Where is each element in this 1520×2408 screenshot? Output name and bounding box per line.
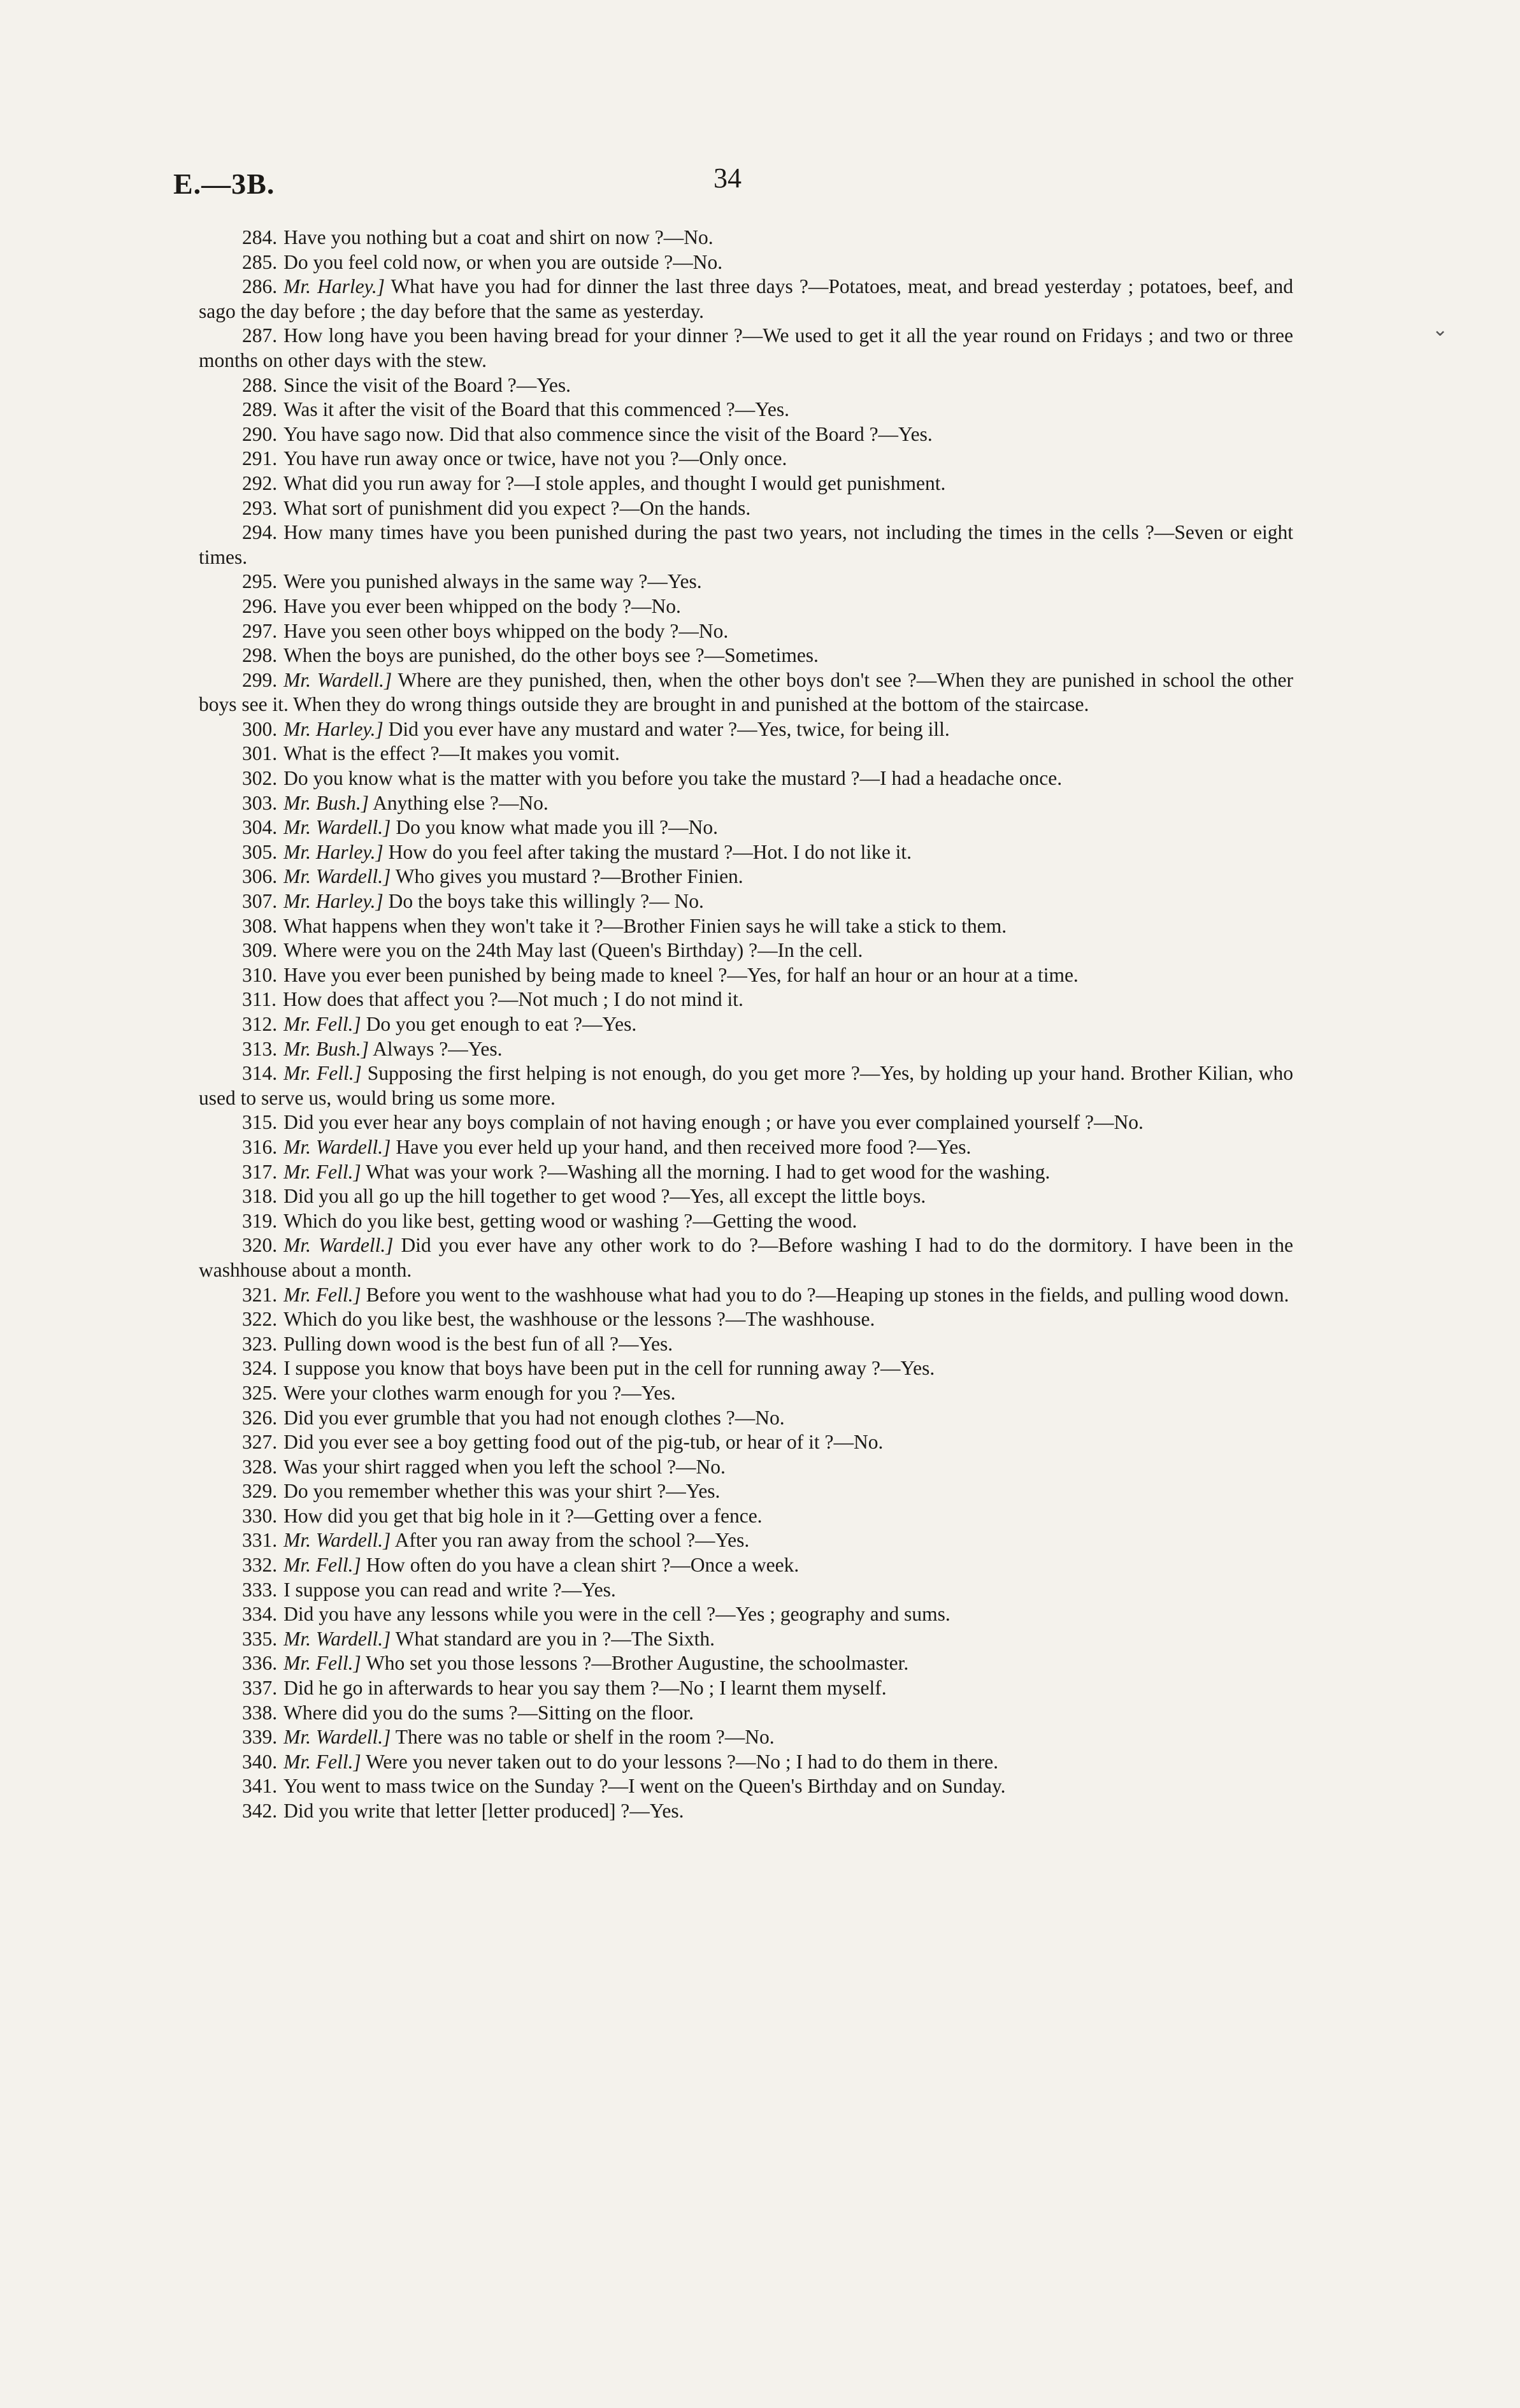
question-answer-entry (199, 1184, 1293, 1209)
question-number: 310. (242, 963, 278, 986)
question-answer-text: What is the effect ?—It makes you vomit. (283, 742, 620, 765)
examiner-name: Mr. Bush.] (283, 1037, 369, 1060)
question-answer-entry (199, 1627, 1293, 1652)
question-number: 291. (242, 447, 278, 470)
question-answer-text: When the boys are punished, do the other boys see ?—Sometimes. (283, 644, 819, 667)
question-answer-text: Who set you those lessons ?—Brother Augustine, the schoolmaster. (366, 1652, 909, 1675)
question-answer-text: Do you know what is the matter with you before you take the mustard ?—I had a headache once. (283, 767, 1063, 790)
question-number: 290. (242, 422, 278, 445)
question-answer-text: Were your clothes warm enough for you ?—Yes. (283, 1381, 676, 1404)
question-answer-entry (199, 1430, 1293, 1455)
evidence-transcript (199, 226, 1293, 1824)
question-answer-text: Where were you on the 24th May last (Queen's Birthday) ?—In the cell. (283, 939, 863, 962)
question-number: 300. (242, 717, 278, 740)
question-answer-entry (199, 1676, 1293, 1701)
question-answer-text: You have sago now. Did that also commence since the visit of the Board ?—Yes. (283, 422, 933, 445)
question-answer-text: What happens when they won't take it ?—Brother Finien says he will take a stick to them. (283, 914, 1007, 937)
question-answer-entry (199, 324, 1293, 373)
question-number: 329. (242, 1480, 278, 1503)
question-answer-entry (199, 987, 1293, 1012)
examiner-name: Mr. Harley.] (283, 840, 384, 863)
question-number: 307. (242, 890, 278, 913)
question-answer-entry (199, 963, 1293, 988)
question-answer-entry (199, 1209, 1293, 1234)
question-number: 298. (242, 644, 278, 667)
question-answer-entry (199, 717, 1293, 742)
question-number: 309. (242, 939, 278, 962)
question-number: 338. (242, 1701, 278, 1724)
question-answer-entry (199, 1307, 1293, 1332)
question-number: 317. (242, 1160, 278, 1183)
question-answer-entry (199, 1160, 1293, 1185)
examiner-name: Mr. Wardell.] (283, 1529, 391, 1552)
examiner-name: Mr. Wardell.] (283, 1135, 391, 1158)
question-answer-text: What did you run away for ?—I stole apples, and thought I would get punishment. (283, 471, 946, 494)
question-number: 313. (242, 1037, 278, 1060)
question-answer-entry (199, 1233, 1293, 1282)
question-number: 315. (242, 1111, 278, 1134)
examiner-name: Mr. Wardell.] (283, 865, 391, 888)
question-number: 320. (242, 1234, 278, 1257)
question-number: 297. (242, 619, 278, 642)
question-number: 286. (242, 275, 278, 298)
question-number: 301. (242, 742, 278, 765)
question-answer-entry (199, 570, 1293, 594)
question-answer-text: Supposing the first helping is not enough, do you get more ?—Yes, by holding up your hand. Brother Kilian, who used to serve us, would bring us some more. (199, 1062, 1293, 1109)
question-answer-text: Did you have any lessons while you were in the cell ?—Yes ; geography and sums. (283, 1603, 950, 1626)
question-answer-entry (199, 1578, 1293, 1603)
examiner-name: Mr. Harley.] (283, 890, 384, 913)
question-answer-entry (199, 1110, 1293, 1135)
question-answer-entry (199, 914, 1293, 939)
question-answer-text: After you ran away from the school ?—Yes. (394, 1529, 750, 1552)
question-number: 322. (242, 1308, 278, 1331)
examiner-name: Mr. Fell.] (283, 1062, 362, 1085)
question-number: 284. (242, 226, 278, 248)
question-number: 312. (242, 1013, 278, 1035)
question-answer-text: Anything else ?—No. (373, 791, 548, 814)
question-number: 323. (242, 1332, 278, 1355)
question-answer-entry (199, 1012, 1293, 1037)
question-number: 293. (242, 496, 278, 519)
question-answer-entry (199, 619, 1293, 644)
question-answer-entry (199, 1602, 1293, 1627)
question-answer-text: What sort of punishment did you expect ?—On the hands. (283, 496, 751, 519)
question-answer-text: Where did you do the sums ?—Sitting on the floor. (283, 1701, 694, 1724)
question-number: 327. (242, 1431, 278, 1454)
question-number: 341. (242, 1775, 278, 1798)
question-answer-text: I suppose you can read and write ?—Yes. (283, 1578, 616, 1601)
question-number: 316. (242, 1135, 278, 1158)
question-answer-text: Pulling down wood is the best fun of all ?—Yes. (283, 1332, 673, 1355)
question-answer-text: How do you feel after taking the mustard ?—Hot. I do not like it. (388, 840, 912, 863)
question-answer-text: Always ?—Yes. (373, 1037, 503, 1060)
question-answer-entry (199, 643, 1293, 668)
question-number: 321. (242, 1283, 278, 1306)
question-number: 331. (242, 1529, 278, 1552)
question-number: 294. (242, 521, 278, 544)
question-answer-entry (199, 520, 1293, 570)
question-answer-entry (199, 1455, 1293, 1480)
question-answer-entry (199, 1037, 1293, 1062)
question-answer-entry (199, 422, 1293, 447)
question-answer-text: Have you nothing but a coat and shirt on now ?—No. (283, 226, 713, 248)
examiner-name: Mr. Fell.] (283, 1554, 361, 1577)
examiner-name: Mr. Wardell.] (283, 668, 392, 691)
question-answer-entry (199, 226, 1293, 250)
question-answer-entry (199, 1283, 1293, 1308)
question-answer-text: Before you went to the washhouse what had you to do ?—Heaping up stones in the fields, and pulling wood down. (366, 1283, 1289, 1306)
question-number: 304. (242, 816, 278, 839)
question-number: 296. (242, 594, 278, 617)
question-answer-entry (199, 1553, 1293, 1578)
question-number: 305. (242, 840, 278, 863)
question-answer-entry (199, 373, 1293, 398)
question-answer-entry (199, 1528, 1293, 1553)
question-answer-text: Do you get enough to eat ?—Yes. (366, 1013, 637, 1035)
question-answer-text: Have you ever held up your hand, and then received more food ?—Yes. (396, 1135, 972, 1158)
question-answer-text: Did you ever grumble that you had not enough clothes ?—No. (283, 1406, 785, 1429)
question-answer-entry (199, 1135, 1293, 1160)
question-answer-entry (199, 1725, 1293, 1750)
question-number: 333. (242, 1578, 278, 1601)
examiner-name: Mr. Fell.] (283, 1283, 361, 1306)
examiner-name: Mr. Wardell.] (283, 816, 391, 839)
question-number: 332. (242, 1554, 278, 1577)
examiner-name: Mr. Bush.] (283, 791, 369, 814)
question-number: 318. (242, 1185, 278, 1208)
question-answer-entry (199, 275, 1293, 324)
question-answer-text: Have you seen other boys whipped on the body ?—No. (283, 619, 729, 642)
question-answer-text: What was your work ?—Washing all the morning. I had to get wood for the washing. (366, 1160, 1050, 1183)
question-answer-text: Which do you like best, the washhouse or the lessons ?—The washhouse. (283, 1308, 875, 1331)
question-answer-text: Was your shirt ragged when you left the school ?—No. (283, 1455, 726, 1478)
question-answer-entry (199, 398, 1293, 422)
question-answer-text: Have you ever been whipped on the body ?—No. (283, 594, 681, 617)
question-answer-entry (199, 938, 1293, 963)
question-answer-entry (199, 766, 1293, 791)
examiner-name: Mr. Wardell.] (283, 1627, 391, 1650)
question-number: 334. (242, 1603, 278, 1626)
question-answer-entry (199, 447, 1293, 471)
question-number: 335. (242, 1627, 278, 1650)
question-number: 289. (242, 398, 278, 421)
question-answer-entry (199, 250, 1293, 275)
question-number: 285. (242, 250, 278, 273)
question-answer-text: There was no table or shelf in the room ?—No. (395, 1726, 775, 1749)
question-answer-text: What have you had for dinner the last three days ?—Potatoes, meat, and bread yesterday ; potatoes, beef, and sago the day before ; the day before that the same as yesterday. (199, 275, 1293, 322)
examiner-name: Mr. Fell.] (283, 1652, 361, 1675)
question-answer-entry (199, 496, 1293, 521)
question-answer-text: You went to mass twice on the Sunday ?—I went on the Queen's Birthday and on Sunday. (283, 1775, 1006, 1798)
question-answer-text: Have you ever been punished by being made to kneel ?—Yes, for half an hour or an hour at a time. (283, 963, 1079, 986)
question-answer-text: Were you punished always in the same way ?—Yes. (283, 570, 702, 593)
question-answer-text: How often do you have a clean shirt ?—Once a week. (366, 1554, 799, 1577)
question-answer-text: Where are they punished, then, when the other boys don't see ?—When they are punished in school the other boys see it. When they do wrong things outside they are brought in and punished at the bottom of the staircase. (199, 668, 1293, 716)
question-number: 336. (242, 1652, 278, 1675)
question-answer-text: How does that affect you ?—Not much ; I do not mind it. (282, 988, 743, 1011)
question-answer-text: Were you never taken out to do your lessons ?—No ; I had to do them in there. (366, 1750, 999, 1773)
question-number: 292. (242, 471, 278, 494)
question-answer-entry (199, 471, 1293, 496)
question-answer-text: What standard are you in ?—The Sixth. (395, 1627, 715, 1650)
question-answer-text: Did you ever have any mustard and water ?—Yes, twice, for being ill. (388, 717, 950, 740)
question-answer-text: Did he go in afterwards to hear you say them ?—No ; I learnt them myself. (283, 1677, 887, 1700)
question-answer-text: Was it after the visit of the Board that this commenced ?—Yes. (283, 398, 789, 421)
question-answer-entry (199, 668, 1293, 717)
question-answer-entry (199, 1651, 1293, 1676)
question-number: 295. (242, 570, 278, 593)
question-number: 326. (242, 1406, 278, 1429)
question-answer-entry (199, 1774, 1293, 1799)
question-number: 314. (242, 1062, 278, 1085)
question-number: 319. (242, 1209, 278, 1232)
examiner-name: Mr. Fell.] (283, 1160, 361, 1183)
question-number: 340. (242, 1750, 278, 1773)
margin-mark: ⌄ (1432, 319, 1449, 340)
examiner-name: Mr. Fell.] (283, 1750, 361, 1773)
question-answer-text: Which do you like best, getting wood or washing ?—Getting the wood. (283, 1209, 857, 1232)
examiner-name: Mr. Wardell.] (283, 1726, 391, 1749)
question-number: 339. (242, 1726, 278, 1749)
question-answer-entry (199, 815, 1293, 840)
question-answer-text: Did you all go up the hill together to get wood ?—Yes, all except the little boys. (283, 1185, 926, 1208)
question-answer-text: How long have you been having bread for your dinner ?—We used to get it all the year round on Fridays ; and two or three months on other days with the stew. (199, 324, 1293, 371)
examiner-name: Mr. Wardell.] (283, 1234, 394, 1257)
question-answer-text: Since the visit of the Board ?—Yes. (283, 373, 571, 396)
question-answer-text: Do you feel cold now, or when you are outside ?—No. (283, 250, 723, 273)
question-number: 330. (242, 1504, 278, 1527)
question-answer-entry (199, 889, 1293, 914)
question-answer-entry (199, 1381, 1293, 1406)
question-answer-text: You have run away once or twice, have not you ?—Only once. (283, 447, 787, 470)
question-answer-entry (199, 864, 1293, 889)
question-number: 308. (242, 914, 278, 937)
question-number: 288. (242, 373, 278, 396)
question-answer-text: I suppose you know that boys have been put in the cell for running away ?—Yes. (283, 1357, 935, 1380)
question-answer-entry (199, 1332, 1293, 1357)
question-answer-text: Who gives you mustard ?—Brother Finien. (395, 865, 743, 888)
question-number: 287. (242, 324, 278, 347)
question-answer-text: Did you ever have any other work to do ?—Before washing I had to do the dormitory. I have been in the washhouse about a month. (199, 1234, 1293, 1281)
question-answer-entry (199, 1479, 1293, 1504)
question-answer-text: How many times have you been punished during the past two years, not including the times in the cells ?—Seven or eight times. (199, 521, 1293, 568)
question-number: 306. (242, 865, 278, 888)
question-number: 337. (242, 1677, 278, 1700)
question-answer-text: Did you ever hear any boys complain of not having enough ; or have you ever complained yourself ?—No. (283, 1111, 1144, 1134)
question-answer-text: Did you ever see a boy getting food out of the pig-tub, or hear of it ?—No. (283, 1431, 884, 1454)
question-answer-entry (199, 1061, 1293, 1110)
question-answer-entry (199, 1701, 1293, 1726)
question-answer-text: How did you get that big hole in it ?—Getting over a fence. (283, 1504, 763, 1527)
examiner-name: Mr. Harley.] (283, 275, 385, 298)
question-answer-text: Do the boys take this willingly ?— No. (388, 890, 704, 913)
question-number: 299. (242, 668, 278, 691)
question-answer-text: Do you know what made you ill ?—No. (396, 816, 719, 839)
question-answer-entry (199, 791, 1293, 816)
page-number: 34 (713, 162, 742, 194)
question-answer-entry (199, 1356, 1293, 1381)
question-answer-entry (199, 840, 1293, 865)
question-answer-text: Do you remember whether this was your shirt ?—Yes. (283, 1480, 721, 1503)
question-number: 325. (242, 1381, 278, 1404)
question-answer-entry (199, 1799, 1293, 1824)
question-number: 328. (242, 1455, 278, 1478)
question-number: 302. (242, 767, 278, 790)
examiner-name: Mr. Fell.] (283, 1013, 361, 1035)
examiner-name: Mr. Harley.] (283, 717, 384, 740)
document-reference: E.—3B. (173, 168, 275, 200)
question-answer-entry (199, 1750, 1293, 1775)
question-number: 311. (242, 988, 276, 1011)
question-answer-entry (199, 1406, 1293, 1431)
question-number: 303. (242, 791, 278, 814)
question-answer-text: Did you write that letter [letter produced] ?—Yes. (283, 1800, 684, 1822)
question-number: 324. (242, 1357, 278, 1380)
question-answer-entry (199, 1504, 1293, 1529)
question-number: 342. (242, 1800, 278, 1822)
question-answer-entry (199, 594, 1293, 619)
question-answer-entry (199, 742, 1293, 766)
